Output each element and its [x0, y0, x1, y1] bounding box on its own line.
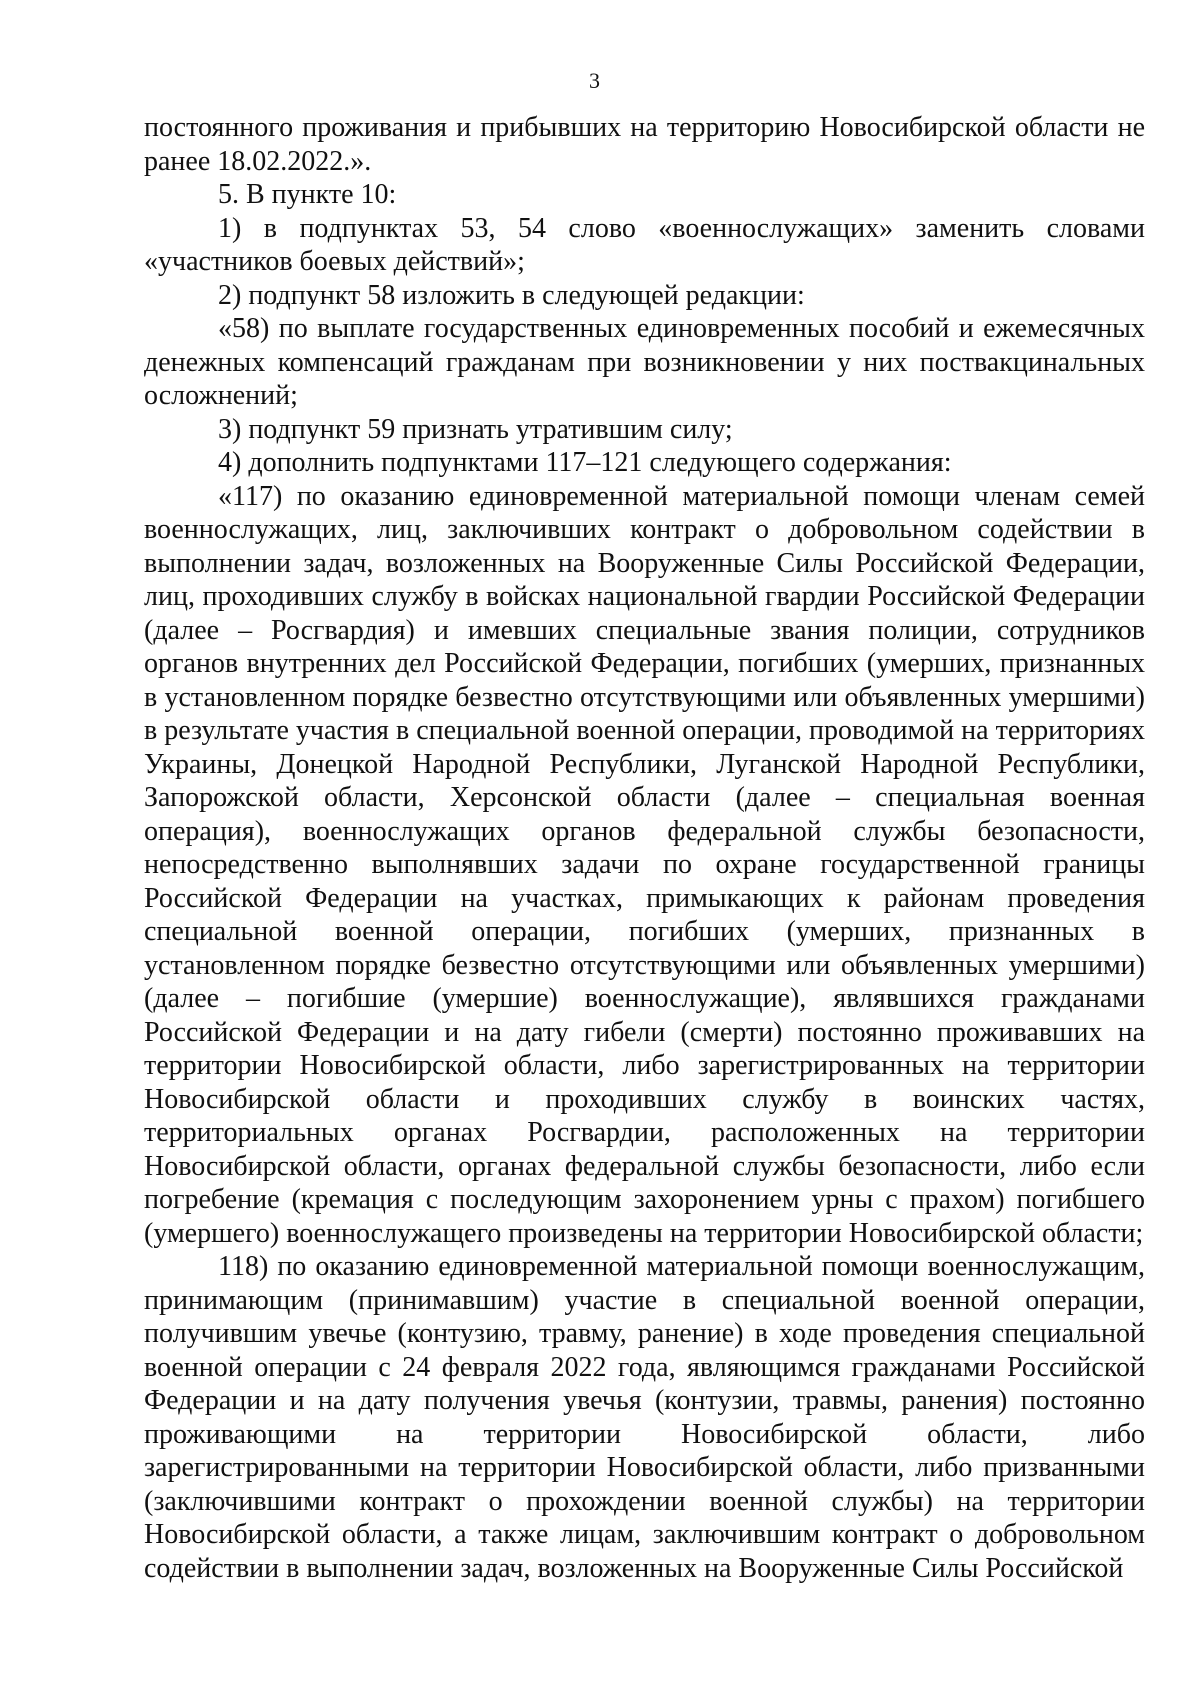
paragraph-subpoint-117: «117) по оказанию единовременной материальной помощи членам семей военнослужащих, лиц, заключивших контракт о добровольном содействии в выполнении задач, возложенных на Вооруженные Силы Российской Федерации, лиц, проходивших службу в войсках национальной гвардии Российской Федерации (далее – Росгвардия) и имевших специальные звания полиции, сотрудников органов внутренних дел Российской Федерации, погибших (умерших, признанных в установленном порядке безвестно отсутствующими или объявленных умершими) в результате участия в специальной военной операции, проводимой на территориях Украины, Донецкой Народной Республики, Луганской Народной Республики, Запорожской области, Херсонской области (далее – специальная военная операция), военнослужащих органов федеральной службы безопасности, непосредственно выполнявших задачи по охране государственной границы Российской Федерации на участках, примыкающих к районам проведения специальной военной операции, погибших (умерших, признанных в установленном порядке безвестно отсутствующими или объявленных умершими) (далее – погибшие (умершие) военнослужащие), являвшихся гражданами Российской Федерации и на дату гибели (смерти) постоянно проживавших на территории Новосибирской области, либо зарегистрированных на территории Новосибирской области и проходивших службу в воинских частях, территориальных органах Росгвардии, расположенных на территории Новосибирской области, органах федеральной службы безопасности, либо если погребение (кремация с последующим захоронением урны с прахом) погибшего (умершего) военнослужащего произведены на территории Новосибирской области;: [144, 480, 1145, 1249]
paragraph-subitem-3: 3) подпункт 59 признать утратившим силу;: [218, 413, 733, 445]
paragraph-subitem-4: 4) дополнить подпунктами 117–121 следующего содержания:: [218, 447, 952, 478]
paragraph-subpoint-58: «58) по выплате государственных единовременных пособий и ежемесячных денежных компенсаций гражданам при возникновении у них поствакцинальных осложнений;: [144, 313, 1145, 411]
paragraph-subpoint-118: 118) по оказанию единовременной материальной помощи военнослужащим, принимающим (принимавшим) участие в специальной военной операции, получившим увечье (контузию, травму, ранение) в ходе проведения специальной военной операции с 24 февраля 2022 года, являющимся гражданами Российской Федерации и на дату получения увечья (контузии, травмы, ранения) постоянно проживающими на территории Новосибирской области, либо зарегистрированными на территории Новосибирской области, либо призванными (заключившими контракт о прохождении военной службы) на территории Новосибирской области, а также лицам, заключившим контракт о добровольном содействии в выполнении задач, возложенных на Вооруженные Силы Российской: [144, 1251, 1145, 1584]
paragraph-item-5: 5. В пункте 10:: [218, 179, 397, 210]
paragraph-subitem-2: 2) подпункт 58 изложить в следующей редакции:: [218, 279, 805, 311]
paragraph-subitem-1: 1) в подпунктах 53, 54 слово «военнослужащих» заменить словами «участников боевых действий»;: [144, 212, 1145, 277]
page-number: 3: [589, 68, 600, 93]
document-body: [144, 111, 1145, 1585]
paragraph-continuation: постоянного проживания и прибывших на территорию Новосибирской области не ранее 18.02.2022.».: [144, 112, 1145, 177]
